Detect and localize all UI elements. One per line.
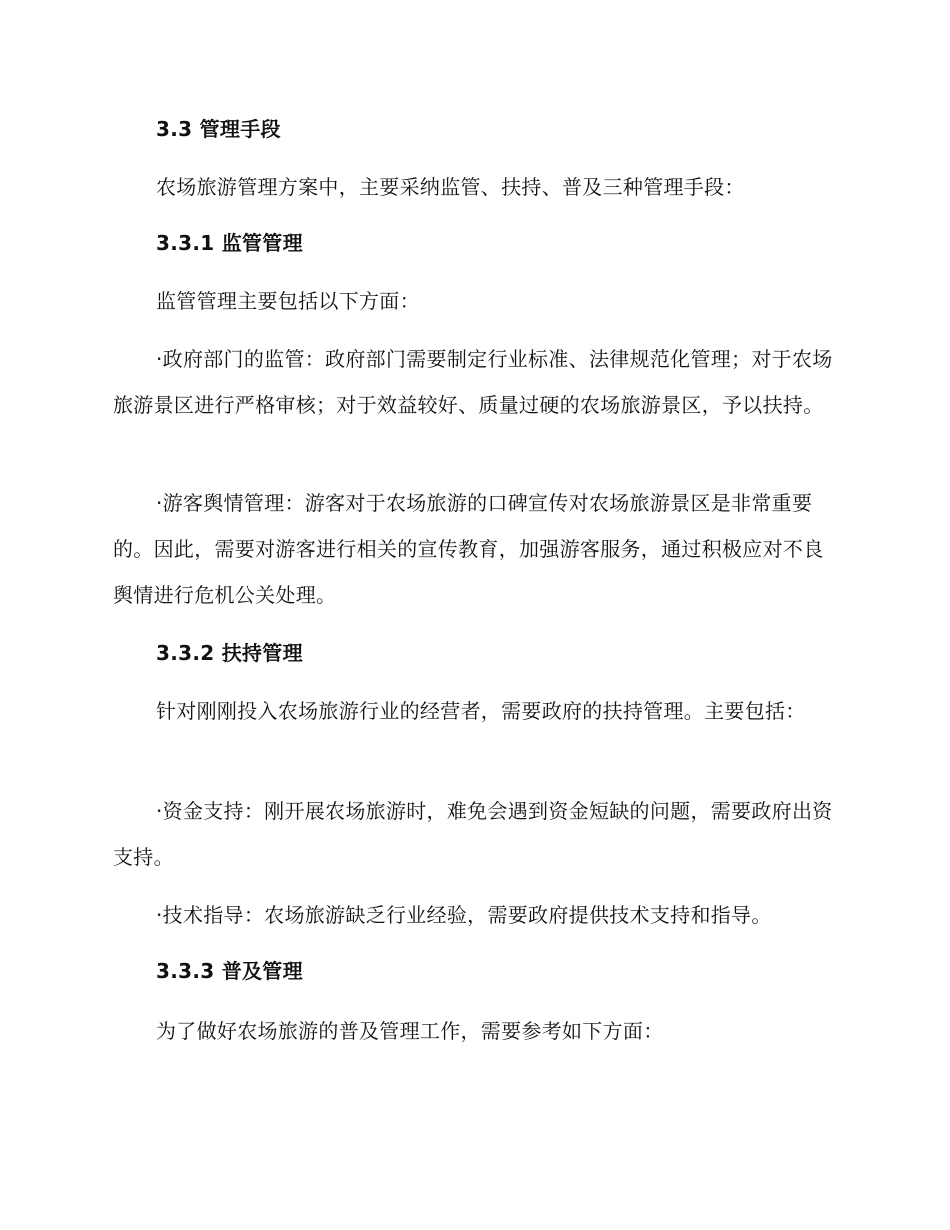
paragraph-3-3-2-intro: 针对刚刚投入农场旅游行业的经营者，需要政府的扶持管理。主要包括： bbox=[156, 699, 806, 723]
paragraph-3-3-intro: 农场旅游管理方案中，主要采纳监管、扶持、普及三种管理手段： bbox=[156, 175, 745, 199]
paragraph-3-3-3-intro: 为了做好农场旅游的普及管理工作，需要参考如下方面： bbox=[156, 1019, 664, 1043]
bullet-item-technical-guidance: ·技术指导：农场旅游缺乏行业经验，需要政府提供技术支持和指导。 bbox=[156, 903, 772, 927]
section-heading-3-3-3: 3.3.3 普及管理 bbox=[156, 959, 303, 983]
bullet-item-tourist-opinion: ·游客舆情管理：游客对于农场旅游的口碑宣传对农场旅游景区是非常重要的。因此，需要对游客进行相关的宣传教育，加强游客服务，通过积极应对不良舆情进行危机公关处理。 bbox=[113, 491, 824, 607]
bullet-item-government-supervision: ·政府部门的监管：政府部门需要制定行业标准、法律规范化管理；对于农场旅游景区进行严格审核；对于效益较好、质量过硬的农场旅游景区，予以扶持。 bbox=[113, 347, 833, 417]
bullet-item-funding-support: ·资金支持：刚开展农场旅游时，难免会遇到资金短缺的问题，需要政府出资支持。 bbox=[113, 799, 833, 869]
section-heading-3-3: 3.3 管理手段 bbox=[156, 117, 281, 141]
paragraph-3-3-1-intro: 监管管理主要包括以下方面： bbox=[156, 289, 420, 313]
section-heading-3-3-1: 3.3.1 监管管理 bbox=[156, 231, 303, 255]
section-heading-3-3-2: 3.3.2 扶持管理 bbox=[156, 641, 303, 665]
